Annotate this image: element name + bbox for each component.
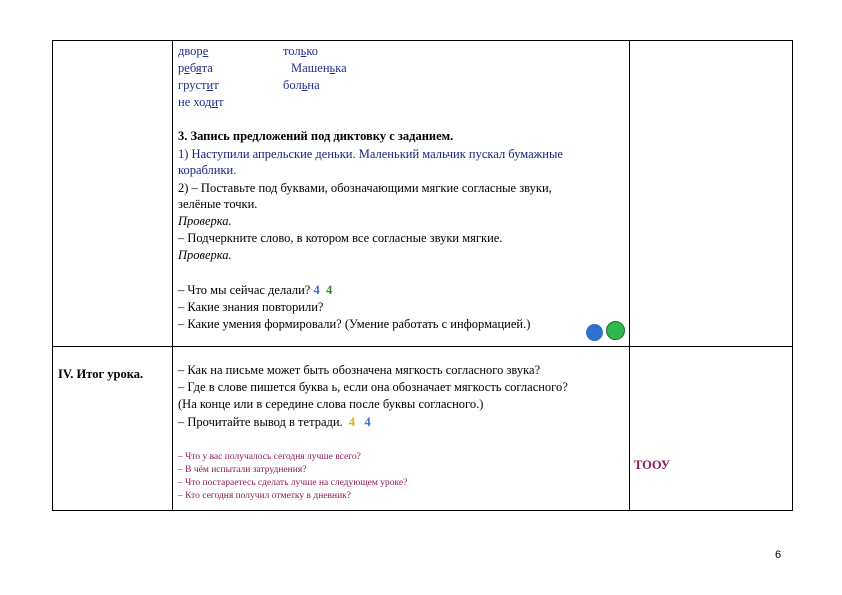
reflection-item: – Кто сегодня получил отметку в дневник? [178, 491, 352, 501]
lesson-table [52, 40, 793, 511]
score-green: 4 [325, 283, 333, 297]
page-number: 6 [775, 549, 782, 561]
word-bolna: больна [283, 78, 320, 92]
reflection-item: – В чём испытали затруднения? [178, 465, 307, 475]
score-yellow: 4 [348, 415, 356, 429]
col-border-right [792, 40, 793, 511]
col-border-1 [172, 40, 173, 511]
question-what-did [178, 282, 332, 299]
question-skills: – Какие умения формировали? (Умение работать с информацией.) [178, 317, 531, 331]
question-what-did-text: – Что мы сейчас делали? [178, 283, 311, 297]
final-question-2: – Где в слове пишется буква ь, если она обозначает мягкость согласного? [178, 380, 568, 394]
final-answer-2: (На конце или в середине слова после буквы согласного.) [178, 397, 484, 411]
green-circle-icon [606, 321, 625, 340]
final-question-3-text: – Прочитайте вывод в тетради. [178, 415, 343, 429]
table-bottom-border [52, 510, 793, 511]
dictation-line1: 1) Наступили апрельские деньки. Маленький мальчик пускал бумажные [178, 147, 563, 161]
dictation-line2: кораблики. [178, 163, 237, 177]
tooy-label: ТООУ [634, 458, 671, 472]
check-label-2: Проверка. [178, 248, 232, 262]
section3-title: 3. Запись предложений под диктовку с заданием. [178, 129, 454, 143]
task-line1: 2) – Поставьте под буквами, обозначающими мягкие согласные звуки, [178, 181, 552, 195]
word-grustit: грустит [178, 78, 219, 92]
final-question-3 [178, 414, 371, 431]
question-knowledge: – Какие знания повторили? [178, 300, 324, 314]
check-label-1: Проверка. [178, 214, 232, 228]
score-blue-2: 4 [364, 415, 371, 429]
word-rebyata: ребята [178, 61, 213, 75]
table-top-border [52, 40, 793, 41]
final-question-1: – Как на письме может быть обозначена мягкость согласного звука? [178, 363, 541, 377]
word-ne-hodit: не ходит [178, 95, 224, 109]
stage-label: IV. Итог урока. [58, 367, 144, 381]
word-tolko: только [283, 44, 319, 58]
col-border-2 [629, 40, 630, 511]
row-divider [52, 346, 793, 347]
reflection-item: – Что постараетесь сделать лучше на следующем уроке? [178, 478, 408, 488]
word-dvore: дворе [178, 44, 209, 58]
reflection-item: – Что у вас получалось сегодня лучше всего? [178, 452, 361, 462]
score-blue: 4 [313, 283, 320, 297]
underline-task: – Подчеркните слово, в котором все согласные звуки мягкие. [178, 231, 503, 245]
word-mashenka: Машенька [291, 61, 347, 75]
col-border-left [52, 40, 53, 511]
blue-circle-icon [586, 324, 603, 341]
task-line2: зелёные точки. [178, 197, 258, 211]
